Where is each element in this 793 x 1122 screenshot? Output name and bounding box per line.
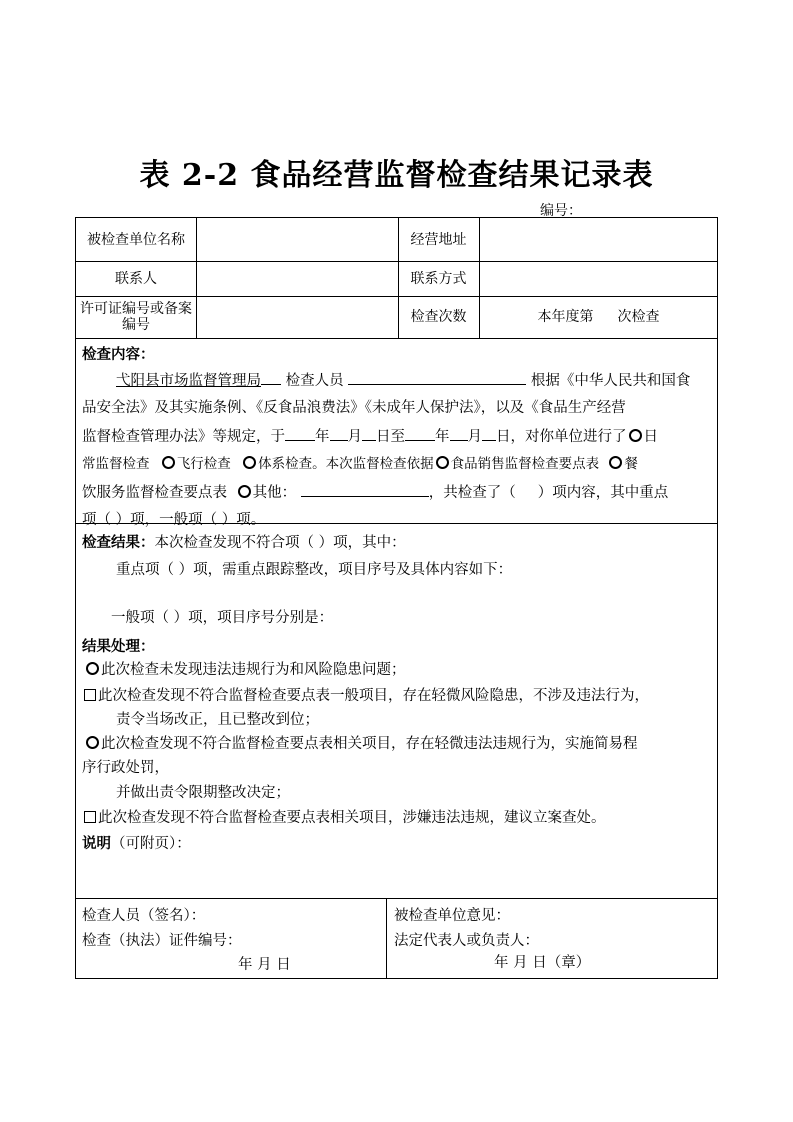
flight-inspection-label: 飞行检查 bbox=[176, 456, 231, 472]
unit-name-field[interactable] bbox=[197, 218, 397, 261]
start-year-field[interactable] bbox=[285, 426, 315, 441]
content-text: 餐 bbox=[624, 456, 638, 472]
inspector-date: 年 月 日 bbox=[238, 957, 291, 973]
sales-points-label: 食品销售监督检查要点表 bbox=[450, 456, 600, 472]
results-line bbox=[82, 532, 406, 554]
address-field[interactable] bbox=[480, 218, 717, 261]
count-suffix: 次检查 bbox=[617, 309, 660, 325]
handling-option-3-radio[interactable] bbox=[86, 736, 99, 749]
section-divider bbox=[76, 523, 718, 524]
unit-name-label: 被检查单位名称 bbox=[87, 231, 185, 248]
other-basis-label: 其他： bbox=[252, 485, 297, 501]
handling-option-4 bbox=[84, 808, 606, 829]
license-label: 许可证编号或备案编号 bbox=[80, 301, 192, 333]
serial-number-label: 编号： bbox=[540, 203, 582, 219]
address-label: 经营地址 bbox=[410, 231, 467, 248]
section-divider bbox=[76, 898, 718, 899]
content-line-1 bbox=[116, 370, 690, 392]
handling-option-3-cont2: 并做出责令限期整改决定； bbox=[116, 785, 290, 801]
sales-points-radio[interactable] bbox=[436, 456, 449, 469]
unit-opinion-label: 被检查单位意见： bbox=[394, 908, 510, 924]
content-text: 根据《中华人民共和国食 bbox=[530, 373, 691, 389]
contact-label: 联系人 bbox=[115, 270, 157, 287]
handling-option-3-cont: 序行政处罚， bbox=[82, 760, 169, 776]
content-line-3 bbox=[82, 426, 658, 448]
year-label: 年 bbox=[315, 429, 330, 445]
inspection-count-value[interactable] bbox=[480, 296, 717, 338]
col-divider bbox=[386, 898, 387, 978]
contact-method-field[interactable] bbox=[480, 261, 717, 296]
inspector-field[interactable] bbox=[348, 370, 526, 385]
month-label: 月 bbox=[347, 429, 362, 445]
handling-option-1 bbox=[86, 660, 406, 681]
system-inspection-label: 体系检查。本次监督检查依据 bbox=[258, 456, 434, 472]
content-text: 日，对你单位进行了 bbox=[496, 429, 627, 445]
handling-option-3 bbox=[86, 734, 638, 755]
handling-option-2-cont: 责令当场改正，且已整改到位； bbox=[116, 712, 319, 728]
handling-option-4-checkbox[interactable] bbox=[84, 811, 96, 823]
catering-points-radio[interactable] bbox=[609, 456, 622, 469]
handling-option-2-label: 此次检查发现不符合监督检查要点表一般项目，存在轻微风险隐患，不涉及违法行为， bbox=[98, 688, 649, 704]
inspection-count-label: 检查次数 bbox=[410, 309, 467, 325]
flight-inspection-radio[interactable] bbox=[162, 456, 175, 469]
content-text: ）项内容，其中重点 bbox=[537, 485, 669, 501]
results-summary: 本次检查发现不符合项（ ）项，其中： bbox=[154, 535, 406, 551]
unit-date-seal: 年 月 日（章） bbox=[494, 955, 591, 971]
handling-option-2 bbox=[84, 686, 649, 707]
record-form bbox=[75, 217, 718, 979]
content-line-5 bbox=[82, 482, 668, 504]
content-line-4 bbox=[82, 454, 638, 475]
content-text: 监督检查管理办法》等规定，于 bbox=[82, 429, 285, 445]
handling-option-1-radio[interactable] bbox=[86, 662, 99, 675]
other-basis-radio[interactable] bbox=[238, 485, 251, 498]
handling-option-2-checkbox[interactable] bbox=[84, 689, 96, 701]
daily-inspection-label: 常监督检查 bbox=[82, 456, 150, 472]
year-label: 年 bbox=[435, 429, 450, 445]
contact-field[interactable] bbox=[197, 261, 397, 296]
count-prefix: 本年度第 bbox=[537, 309, 594, 325]
end-month-field[interactable] bbox=[450, 426, 468, 441]
license-field[interactable] bbox=[197, 296, 397, 338]
content-line-6: 项（ ）项，一般项（ ）项。 bbox=[82, 512, 266, 528]
general-items-line: 一般项（ ）项，项目序号分别是： bbox=[111, 610, 334, 626]
contact-method-label: 联系方式 bbox=[410, 270, 467, 287]
other-basis-field[interactable] bbox=[301, 482, 429, 497]
day-to-label: 日至 bbox=[376, 429, 405, 445]
handling-heading: 结果处理： bbox=[82, 638, 155, 655]
content-line-2: 品安全法》及其实施条例、《反食品浪费法》《未成年人保护法》，以及《食品生产经营 bbox=[82, 400, 626, 416]
daily-inspection-radio[interactable] bbox=[629, 429, 642, 442]
key-items-line: 重点项（ ）项，需重点跟踪整改，项目序号及具体内容如下： bbox=[116, 562, 513, 578]
end-year-field[interactable] bbox=[405, 426, 435, 441]
inspector-signature-label: 检查人员（签名）： bbox=[82, 908, 206, 924]
start-month-field[interactable] bbox=[330, 426, 348, 441]
content-text: ，共检查了（ bbox=[428, 485, 516, 501]
certificate-number-label: 检查（执法）证件编号： bbox=[82, 933, 242, 949]
start-day-field[interactable] bbox=[362, 426, 376, 441]
content-heading: 检查内容： bbox=[82, 346, 155, 363]
notes-line bbox=[82, 833, 191, 855]
content-text: 日 bbox=[643, 429, 658, 445]
notes-field[interactable] bbox=[80, 856, 714, 896]
system-inspection-radio[interactable] bbox=[243, 456, 256, 469]
handling-option-1-label: 此次检查未发现违法违规行为和风险隐患问题； bbox=[101, 662, 406, 678]
page-title: 表 2-2 食品经营监督检查结果记录表 bbox=[139, 158, 654, 193]
results-heading: 检查结果： bbox=[82, 534, 155, 551]
legal-rep-label: 法定代表人或负责人： bbox=[394, 933, 539, 949]
month-label: 月 bbox=[467, 429, 482, 445]
inspector-label: 检查人员 bbox=[285, 373, 344, 389]
agency-name: 弋阳县市场监督管理局 bbox=[116, 373, 261, 389]
catering-points-label: 饮服务监督检查要点表 bbox=[82, 485, 227, 501]
notes-heading: 说明 bbox=[82, 835, 111, 852]
handling-option-3-label: 此次检查发现不符合监督检查要点表相关项目，存在轻微违法违规行为，实施简易程 bbox=[101, 736, 638, 752]
end-day-field[interactable] bbox=[482, 426, 496, 441]
row-divider bbox=[76, 338, 718, 339]
notes-suffix: （可附页）： bbox=[111, 836, 191, 852]
handling-option-4-label: 此次检查发现不符合监督检查要点表相关项目，涉嫌违法违规，建议立案查处。 bbox=[98, 810, 606, 826]
